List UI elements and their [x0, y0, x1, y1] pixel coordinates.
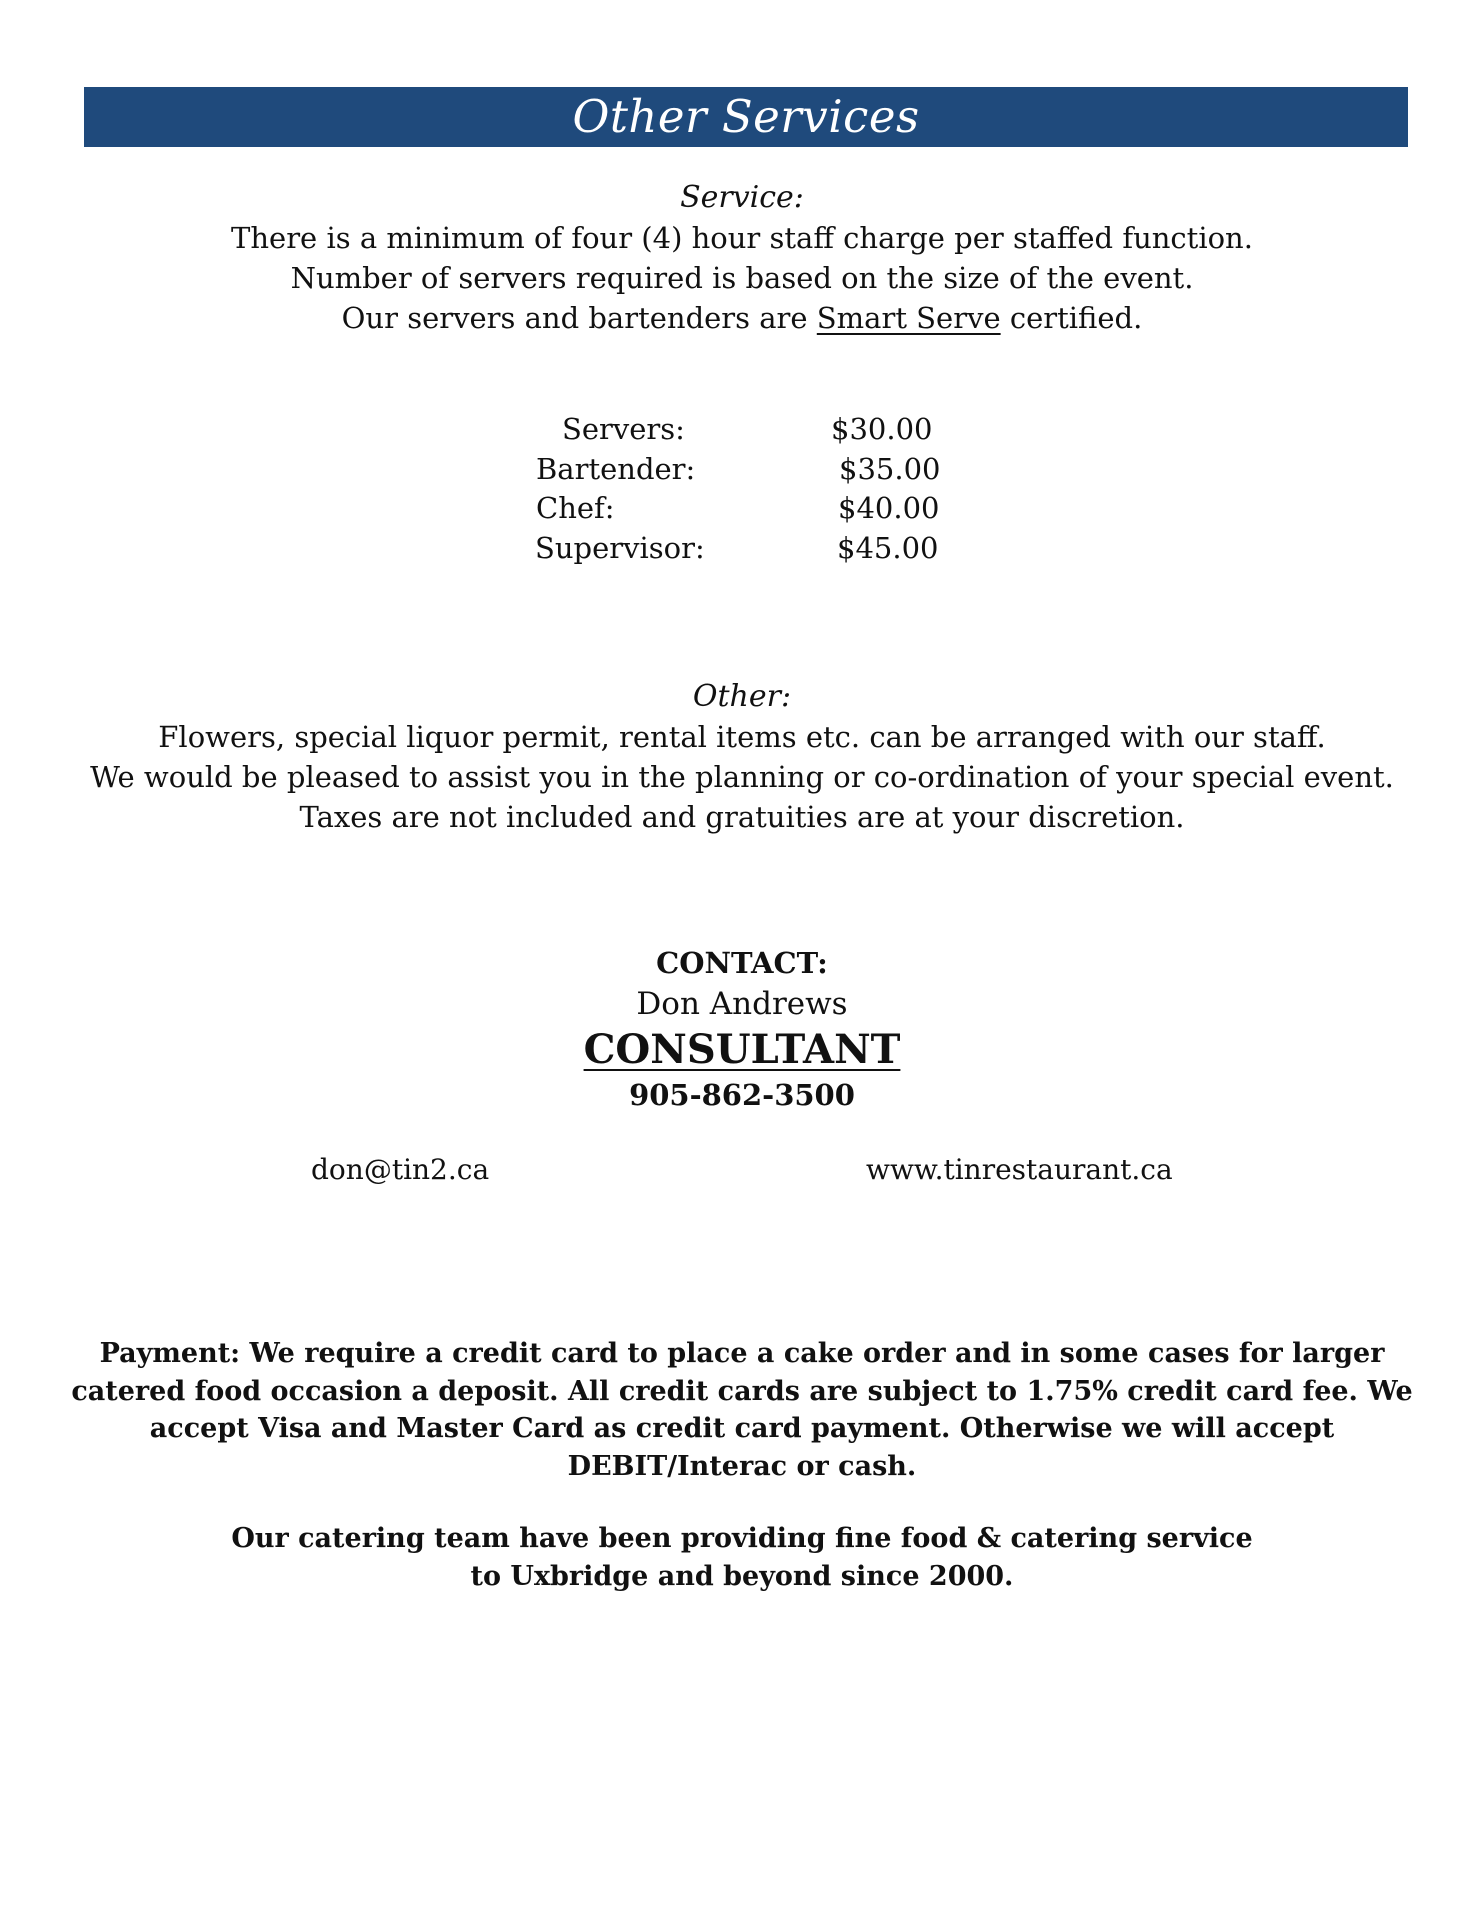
contact-title-text: CONSULTANT [583, 1026, 901, 1073]
about-line-2: to Uxbridge and beyond since 2000. [470, 1560, 1014, 1592]
payment-section [0, 1335, 1484, 1485]
service-heading: Service: [680, 180, 804, 215]
section-banner [84, 87, 1408, 147]
contact-phone: 905-862-3500 [629, 1078, 855, 1112]
contact-website[interactable]: www.tinrestaurant.ca [866, 1153, 1173, 1186]
rate-row-bartender [0, 452, 1484, 492]
contact-title [0, 1025, 1484, 1075]
service-line-3-suffix: certified. [1000, 301, 1143, 335]
payment-line-3: accept Visa and Master Card as credit card payment. Otherwise we will accept [149, 1413, 1335, 1444]
payment-line-4: DEBIT/Interac or cash. [567, 1450, 917, 1482]
rate-role: Supervisor: [535, 530, 705, 565]
rate-row-supervisor [0, 531, 1484, 571]
payment-line-1: Payment: We require a credit card to place a cake order and in some cases for larger [99, 1338, 1385, 1369]
other-line-2: We would be pleased to assist you in the planning or co-ordination of your special event. [90, 760, 1394, 794]
other-section [0, 677, 1484, 837]
page-title: Other Services [572, 90, 920, 143]
about-section [0, 1520, 1484, 1595]
rate-price: $45.00 [837, 530, 939, 565]
service-line-3-prefix: Our servers and bartenders are [341, 301, 817, 335]
service-line-3 [0, 298, 1484, 338]
contact-section [0, 943, 1484, 1115]
other-line-3: Taxes are not included and gratuities are at your discretion. [299, 800, 1185, 834]
smart-serve-link: Smart Serve [816, 301, 1001, 335]
contact-email[interactable]: don@tin2.ca [311, 1153, 490, 1186]
rate-price: $35.00 [839, 451, 941, 486]
rate-role: Chef: [536, 491, 615, 525]
rate-role: Servers: [562, 412, 685, 446]
rate-price: $30.00 [831, 412, 933, 446]
about-line-1: Our catering team have been providing fine food & catering service [231, 1523, 1253, 1554]
contact-label: CONTACT: [656, 946, 828, 980]
other-heading: Other: [692, 679, 792, 714]
service-line-2: Number of servers required is based on the size of the event. [290, 261, 1194, 295]
service-line-1: There is a minimum of four (4) hour staff charge per staffed function. [231, 221, 1253, 255]
other-line-1: Flowers, special liquor permit, rental items etc. can be arranged with our staff. [158, 720, 1326, 754]
staff-rates-list [0, 412, 1484, 570]
rate-price: $40.00 [838, 491, 940, 525]
contact-name: Don Andrews [636, 986, 848, 1022]
rate-row-servers [0, 412, 1484, 452]
service-section [0, 178, 1484, 338]
rate-row-chef [0, 491, 1484, 531]
payment-line-2: catered food occasion a deposit. All credit cards are subject to 1.75% credit card fee. We [71, 1375, 1413, 1407]
rate-role: Bartender: [536, 451, 696, 486]
